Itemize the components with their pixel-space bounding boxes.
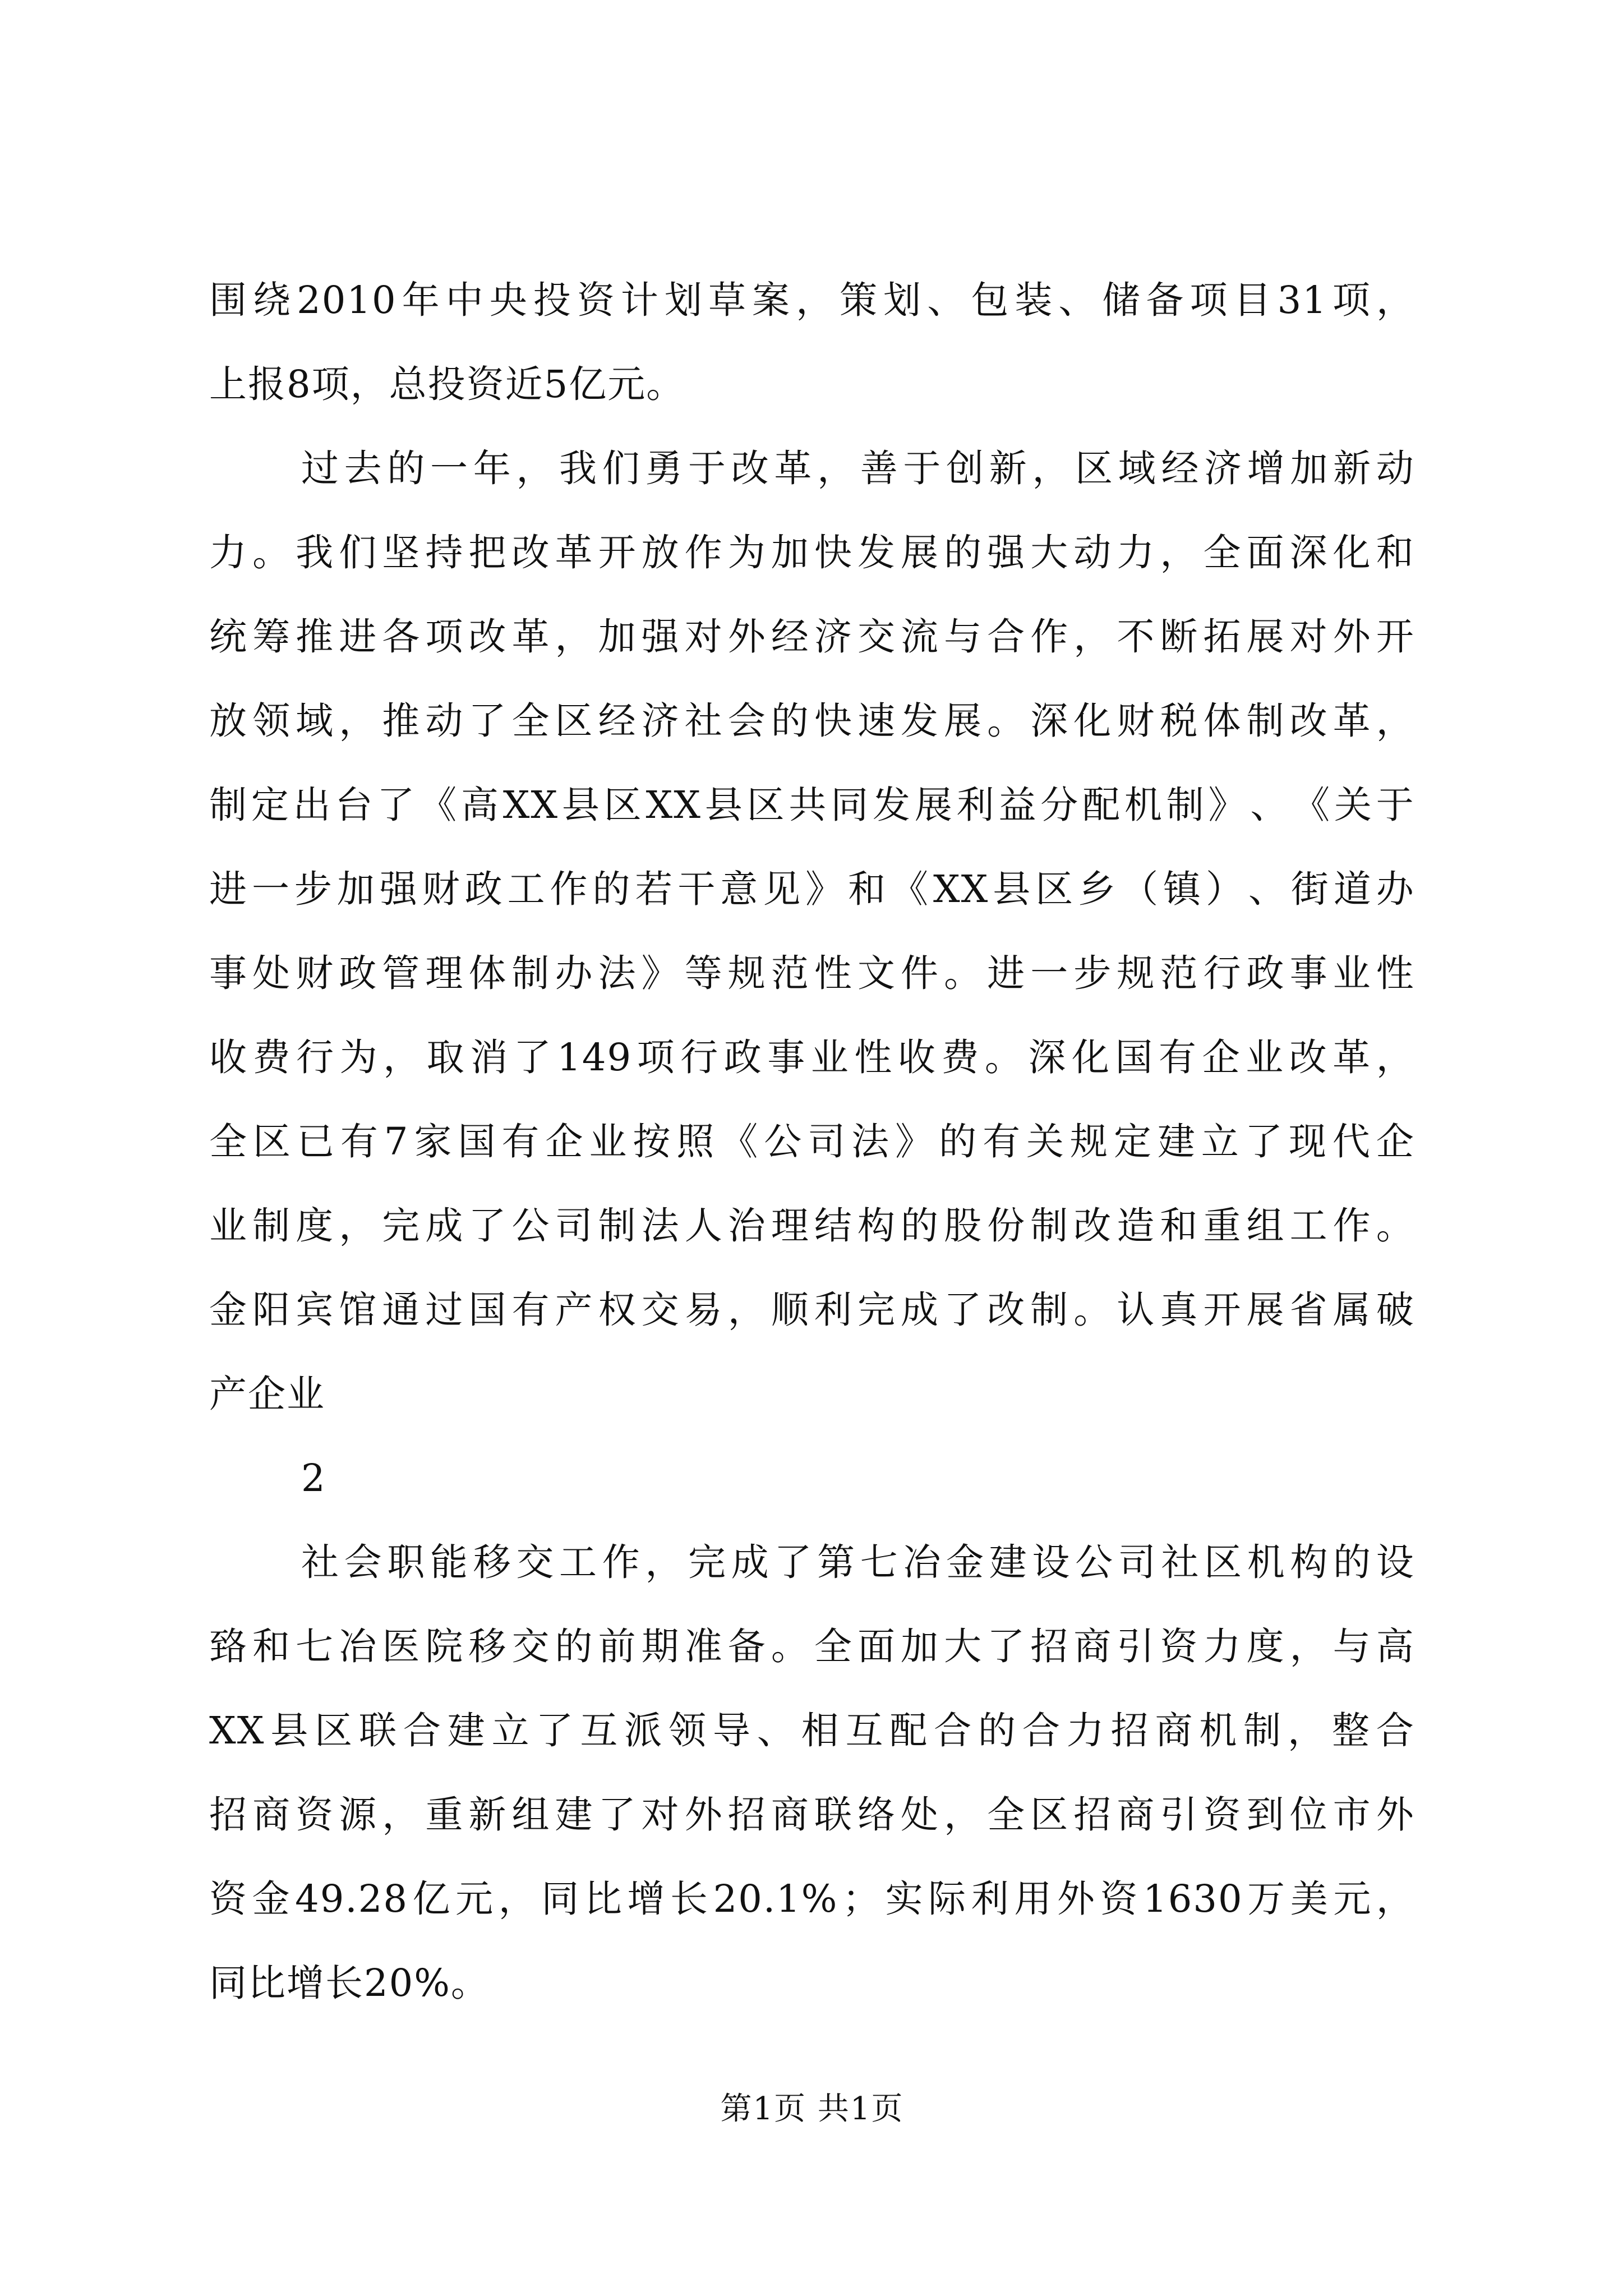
text-line: 金 阳 宾 馆 通 过 国 有 产 权 交 易 ， 顺 利 完 成 了 改 制 。 认 真 开 展 省 属 破 — [209, 1288, 1415, 1332]
text-line: 制 定 出 台 了 《 高 XX 县 区 XX 县 区 共 同 发 展 利 益 分 配 机 制 》 、 《 关 于 — [209, 783, 1415, 827]
text-line: 放 领 域 ， 推 动 了 全 区 经 济 社 会 的 快 速 发 展 。 深 化 财 税 体 制 改 革 ， — [209, 699, 1415, 743]
text-line: 业 制 度 ， 完 成 了 公 司 制 法 人 治 理 结 构 的 股 份 制 改 造 和 重 组 工 作 。 — [209, 1204, 1415, 1248]
text-line: 产企业 — [209, 1372, 325, 1416]
text-line: 力 。 我 们 坚 持 把 改 革 开 放 作 为 加 快 发 展 的 强 大 动 力 ， 全 面 深 化 和 — [209, 531, 1415, 574]
text-line: 上报8项，总投资近5亿元。 — [209, 362, 685, 406]
text-line: 进 一 步 加 强 财 政 工 作 的 若 干 意 见 》 和 《 XX 县 区 乡 （ 镇 ） 、 街 道 办 — [209, 867, 1415, 911]
text-line: 收 费 行 为 ， 取 消 了 149 项 行 政 事 业 性 收 费 。 深 化 国 有 企 业 改 革 ， — [209, 1036, 1415, 1079]
paragraph-first-line: 过 去 的 一 年 ， 我 们 勇 于 改 革 ， 善 于 创 新 ， 区 域 经 济 增 加 新 动 — [301, 447, 1415, 490]
text-line: 同比增长20%。 — [209, 1961, 490, 2005]
text-line: 全 区 已 有 7 家 国 有 企 业 按 照 《 公 司 法 》 的 有 关 规 定 建 立 了 现 代 企 — [209, 1120, 1415, 1163]
text-line: 统 筹 推 进 各 项 改 革 ， 加 强 对 外 经 济 交 流 与 合 作 ， 不 断 拓 展 对 外 开 — [209, 615, 1415, 659]
page-footer: 第1页 共1页 — [720, 2091, 904, 2127]
text-line: 资 金 49.28 亿 元 ， 同 比 增 长 20.1% ； 实 际 利 用 外 资 1630 万 美 元 ， — [209, 1877, 1415, 1921]
text-line: XX 县 区 联 合 建 立 了 互 派 领 导 、 相 互 配 合 的 合 力 招 商 机 制 ， 整 合 — [209, 1709, 1415, 1752]
page-marker: 2 — [301, 1456, 326, 1500]
text-line: 事 处 财 政 管 理 体 制 办 法 》 等 规 范 性 文 件 。 进 一 步 规 范 行 政 事 业 性 — [209, 951, 1415, 995]
text-line: 围 绕 2010 年 中 央 投 资 计 划 草 案 ， 策 划 、 包 装 、 储 备 项 目 31 项 ， — [209, 278, 1415, 322]
text-line: 招 商 资 源 ， 重 新 组 建 了 对 外 招 商 联 络 处 ， 全 区 招 商 引 资 到 位 市 外 — [209, 1793, 1415, 1837]
text-line: 臵 和 七 冶 医 院 移 交 的 前 期 准 备 。 全 面 加 大 了 招 商 引 资 力 度 ， 与 高 — [209, 1625, 1415, 1668]
paragraph-first-line: 社 会 职 能 移 交 工 作 ， 完 成 了 第 七 冶 金 建 设 公 司 社 区 机 构 的 设 — [301, 1540, 1415, 1584]
